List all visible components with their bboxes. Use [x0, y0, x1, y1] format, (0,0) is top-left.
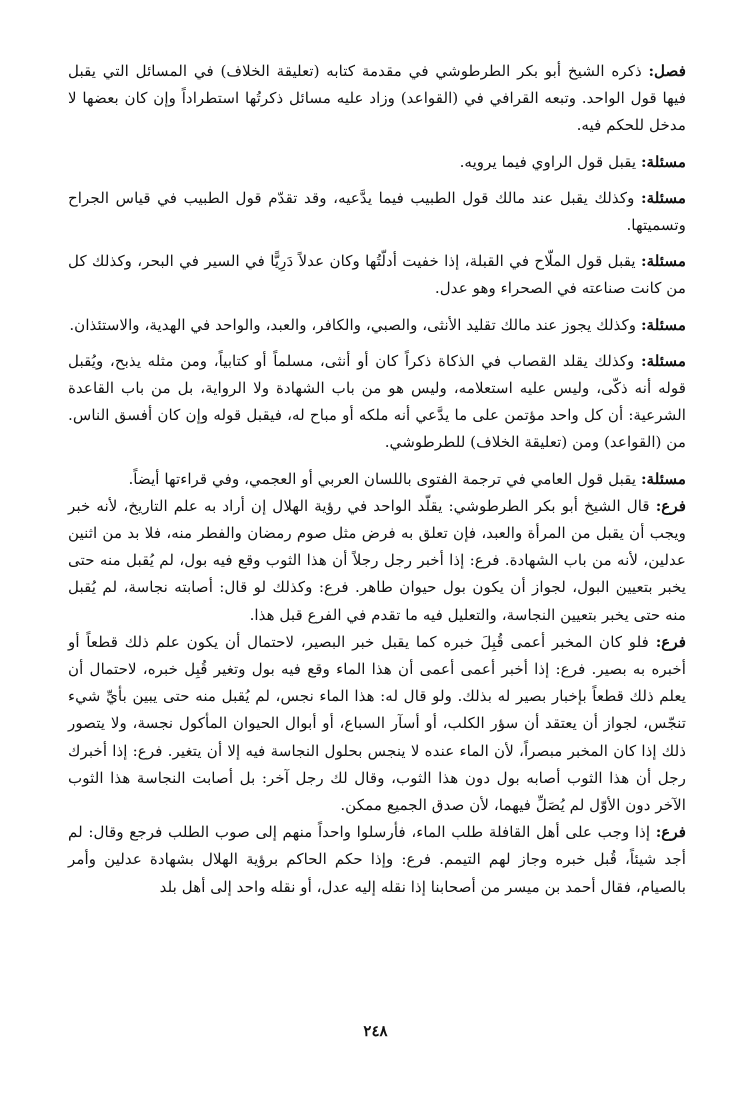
paragraph-masala — [68, 248, 686, 302]
paragraph-text: يقبل قول الراوي فيما يرويه. — [459, 152, 637, 171]
paragraph-far — [68, 629, 686, 819]
paragraph-lead: مسئلة: — [640, 351, 687, 370]
paragraph-lead: فرع: — [655, 823, 686, 842]
paragraph-lead: فرع: — [655, 632, 687, 651]
paragraph-masala — [68, 348, 686, 457]
paragraph-text: وكذلك يقبل عند مالك قول الطبيب فيما يدَّعيه، وقد تقدّم قول الطبيب في قياس الجراح وتسميتها. — [68, 188, 686, 235]
paragraph-text: وكذلك يقلد القصاب في الذكاة ذكراً كان أو أنثى، مسلماً أو كتابياً، ومن مثله يذبح، ويُقبل قوله أنه ذكّى، وليس عليه استعلامه، وليس هو من باب الشهادة ولا الرواية، بل من باب القاعدة الشرعية: أن كل واحد مؤتمن على ما يدَّعي أنه ملكه أو مباح له، فيقبل قوله وإن كان أفسق الناس. من (القواعد) ومن (تعليقة الخلاف) للطرطوشي. — [68, 351, 686, 452]
paragraph-masala — [68, 312, 686, 339]
paragraph-far — [68, 493, 686, 629]
paragraph-text: فلو كان المخبر أعمى قُبِلَ خبره كما يقبل خبر البصير، لاحتمال أن يكون علم ذلك قطعاً أو أخبره به بصير. فرع: إذا أخبر أعمى أعمى أن هذا الماء وقع فيه بول وتغير قُبِل خبره، لاحتمال أن يعلم ذلك قطعاً بإخبار بصير له بذلك. ولو قال له: هذا الماء نجس، لم يُقبل منه حتى يبين بأيِّ شيء تنجّس، لجواز أن يعتقد أن سؤر الكلب، أو أسآر السباع، أو أبوال الحيوان المأكول نجسة، ولا يتصور ذلك إذا كان المخبر مبصراً، لأن الماء عنده لا ينجس بحلول النجاسة فيه إلا أن يتغير. فرع: إذا أخبرك رجل أن هذا الثوب أصابه بول دون هذا الثوب، وقال لك رجل آخر: بل أصابت النجاسة هذا الثوب الآخر دون الأوّل لم يُصَلِّ فيهما، لأن صدق الجميع ممكن. — [68, 632, 686, 815]
paragraph-lead: مسئلة: — [640, 469, 686, 488]
paragraph-masala — [68, 149, 686, 176]
paragraph-text: وكذلك يجوز عند مالك تقليد الأنثى، والصبي، والكافر، والعبد، والواحد في الهدية، والاستئذان. — [69, 315, 637, 334]
page-body — [68, 58, 686, 901]
paragraph-lead: مسئلة: — [640, 188, 687, 207]
paragraph-text: إذا وجب على أهل القافلة طلب الماء، فأرسلوا واحداً منهم إلى صوب الطلب فرجع وقال: لم أجد شيئاً، قُبل خبره وجاز لهم التيمم. فرع: وإذا حكم الحاكم برؤية الهلال بشهادة عدلين وأمر بالصيام، فقال أحمد بن ميسر من أصحابنا إذا نقله إليه عدل، أو نقله واحد إلى أهل بلد — [68, 823, 686, 896]
page-number: ٢٤٨ — [363, 1022, 388, 1040]
paragraph-lead: مسئلة: — [640, 152, 686, 171]
paragraph-lead: مسئلة: — [640, 252, 687, 271]
paragraph-masala — [68, 185, 686, 239]
paragraph-text: يقبل قول الملّاح في القبلة، إذا خفيت أدلّتُها وكان عدلاً دَرِيًّا في السير في البحر، وكذلك كل من كانت صناعته في الصحراء وهو عدل. — [68, 252, 686, 298]
paragraph-lead: فصل: — [648, 62, 686, 80]
paragraph-fasl — [68, 58, 686, 140]
paragraph-lead: فرع: — [655, 496, 687, 515]
paragraph-masala — [68, 466, 686, 493]
paragraph-text: ذكره الشيخ أبو بكر الطرطوشي في مقدمة كتابه (تعليقة الخلاف) في المسائل التي يقبل فيها قول الواحد. وتبعه القرافي في (القواعد) وزاد عليه مسائل ذكرتُها استطراداً وإن كان بعضها لا مدخل للحكم فيه. — [68, 62, 686, 135]
paragraph-text: قال الشيخ أبو بكر الطرطوشي: يقلّد الواحد في رؤية الهلال إن أراد به علم التاريخ، لأنه خبر ويجب أن يقبل من المرأة والعبد، فإن تعلق به فرض مثل صوم رمضان والفطر منه، فلا بد من اثنين عدلين، لأنه من باب الشهادة. فرع: إذا أخبر رجل رجلاً أن هذا الثوب وقع فيه بول، لم يُقبل منه حتى يخبر بتعيين البول، لجواز أن يكون بول حيوان طاهر. فرع: وكذلك لو قال: أصابته نجاسة، لم يُقبل منه حتى يخبر بتعيين النجاسة، والتعليل فيه ما تقدم في الفرع قبل هذا. — [68, 496, 686, 624]
paragraph-lead: مسئلة: — [640, 315, 686, 334]
paragraph-far — [68, 819, 686, 901]
paragraph-text: يقبل قول العامي في ترجمة الفتوى باللسان العربي أو العجمي، وفي قراءتها أيضاً. — [128, 469, 637, 488]
